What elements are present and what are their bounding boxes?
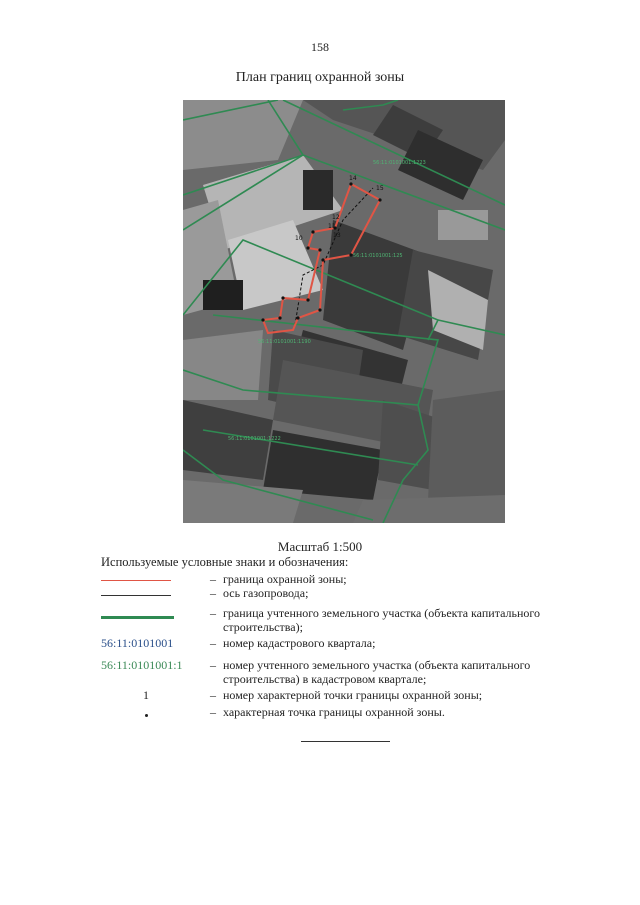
- legend-item-parcel-boundary: – граница учтенного земельного участка (объекта капитального строительства);: [101, 606, 581, 636]
- legend-item-quarter-number: 56:11:0101001 – номер кадастрового квартала;: [101, 636, 581, 658]
- legend-heading: Используемые условные знаки и обозначения:: [101, 555, 349, 569]
- parcel-label: 56:11:0101001:1222: [228, 436, 281, 442]
- page-number: 158: [311, 40, 329, 54]
- parcel-label: 56:11:0101001:1223: [373, 160, 426, 166]
- point-label-14: 14: [349, 175, 357, 182]
- point-dot-symbol: [101, 705, 203, 719]
- point-number-symbol: 1: [143, 688, 149, 702]
- parcel-code-symbol: 56:11:0101001:1: [101, 658, 183, 672]
- black-line-symbol: [101, 586, 203, 600]
- point-label-11: 11: [328, 223, 336, 230]
- legend-item-point-marker: – характерная точка границы охранной зоны.: [101, 705, 581, 721]
- legend-text: граница охранной зоны;: [223, 572, 347, 586]
- point-label-10: 10: [295, 235, 303, 242]
- footer-divider: [301, 741, 390, 742]
- red-line-symbol: [101, 572, 203, 586]
- aerial-map[interactable]: [183, 100, 505, 523]
- quarter-code-symbol: 56:11:0101001: [101, 636, 174, 650]
- legend-text: граница учтенного земельного участка (объекта капитального строительства);: [223, 606, 541, 634]
- legend: [101, 572, 581, 721]
- legend-item-pipeline-axis: – ось газопровода;: [101, 586, 581, 604]
- map-canvas: [183, 100, 505, 523]
- green-line-symbol: [101, 606, 203, 620]
- legend-item-point-number: 1 – номер характерной точки границы охранной зоны;: [101, 688, 581, 705]
- legend-text: номер кадастрового квартала;: [223, 636, 376, 650]
- legend-text: номер характерной точки границы охранной зоны;: [223, 688, 483, 702]
- parcel-label: 56:11:0101001:125: [353, 253, 403, 259]
- legend-text: ось газопровода;: [223, 586, 309, 600]
- legend-text: номер учтенного земельного участка (объекта капитального строительства) в кадастровом квартале;: [223, 658, 531, 686]
- legend-item-parcel-number: 56:11:0101001:1 – номер учтенного земельного участка (объекта капитального строительства) в кадастровом квартале;: [101, 658, 581, 688]
- point-label-15: 15: [376, 185, 384, 192]
- legend-text: характерная точка границы охранной зоны.: [223, 705, 445, 719]
- point-label-13: 13: [333, 232, 341, 239]
- legend-item-zone-boundary: – граница охранной зоны;: [101, 572, 581, 586]
- map-scale: Масштаб 1:500: [277, 539, 363, 554]
- parcel-label: 56:11:0101001:1190: [258, 339, 311, 345]
- plan-title: План границ охранной зоны: [235, 70, 405, 85]
- point-label-12: 12: [332, 214, 340, 221]
